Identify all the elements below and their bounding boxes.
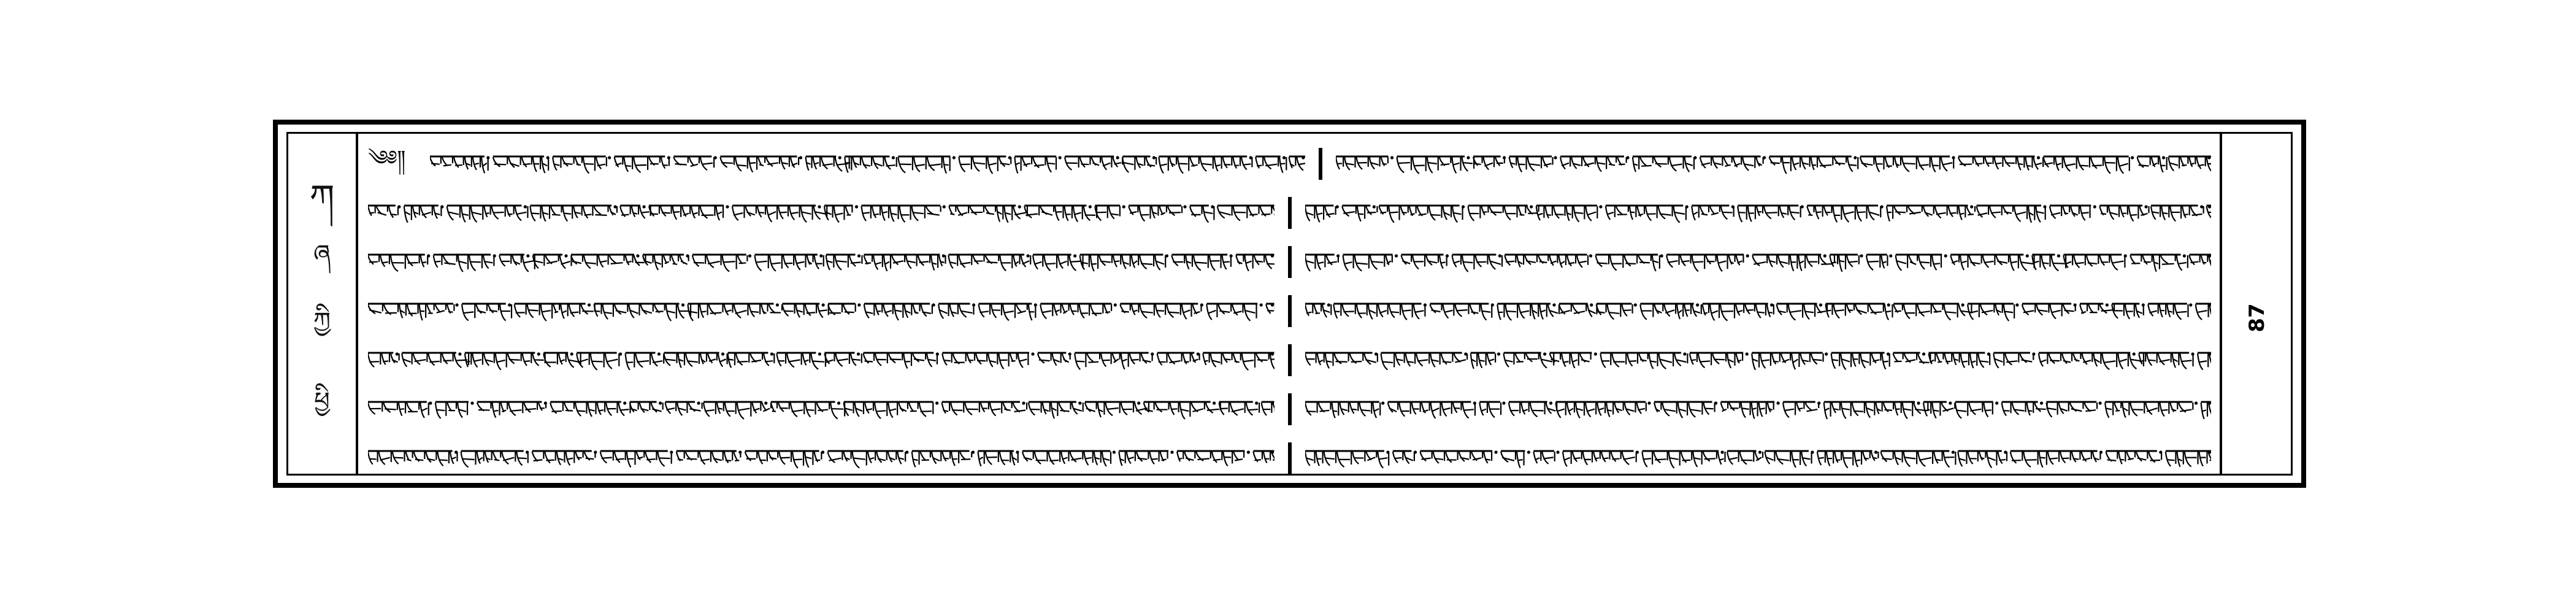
inner-frame (286, 132, 2293, 476)
script-segment (1305, 348, 2212, 372)
shad-mark (1288, 197, 1292, 229)
script-segment (368, 397, 1275, 422)
text-line-5 (368, 336, 2211, 384)
script-segment (1305, 299, 2212, 323)
text-line-7 (368, 434, 2211, 482)
text-line-6 (368, 385, 2211, 433)
shad-mark (1288, 442, 1292, 474)
text-line-2 (368, 189, 2211, 237)
opening-mark: ༄༅༎ (368, 146, 406, 171)
script-segment (1336, 152, 2211, 176)
margin-mark-3: ཕྱི (314, 387, 330, 415)
margin-mark-1: ཞ (313, 240, 331, 268)
text-line-3 (368, 238, 2211, 286)
script-segment (1305, 250, 2212, 274)
script-segment (368, 201, 1275, 225)
script-segment (368, 250, 1275, 274)
folio-frame (273, 120, 2306, 488)
text-line-4 (368, 287, 2211, 335)
text-line-1 (368, 140, 2211, 188)
script-segment (368, 299, 1275, 323)
shad-mark (1319, 148, 1322, 180)
script-segment (368, 446, 1275, 471)
left-margin (288, 134, 358, 474)
script-segment (368, 348, 1275, 372)
margin-mark-2: ཀྱི (313, 307, 331, 336)
right-margin (2220, 134, 2291, 474)
script-segment (1305, 446, 2212, 471)
shad-mark (1288, 393, 1292, 425)
script-segment (1305, 201, 2212, 225)
page-number: 87 (2245, 303, 2269, 333)
script-segment (430, 152, 1305, 176)
text-block (368, 134, 2211, 474)
shad-mark (1288, 295, 1292, 327)
shad-mark (1288, 246, 1292, 278)
shad-mark (1288, 344, 1292, 376)
margin-mark-letter: ཀ (309, 177, 335, 218)
script-segment (1305, 397, 2212, 422)
